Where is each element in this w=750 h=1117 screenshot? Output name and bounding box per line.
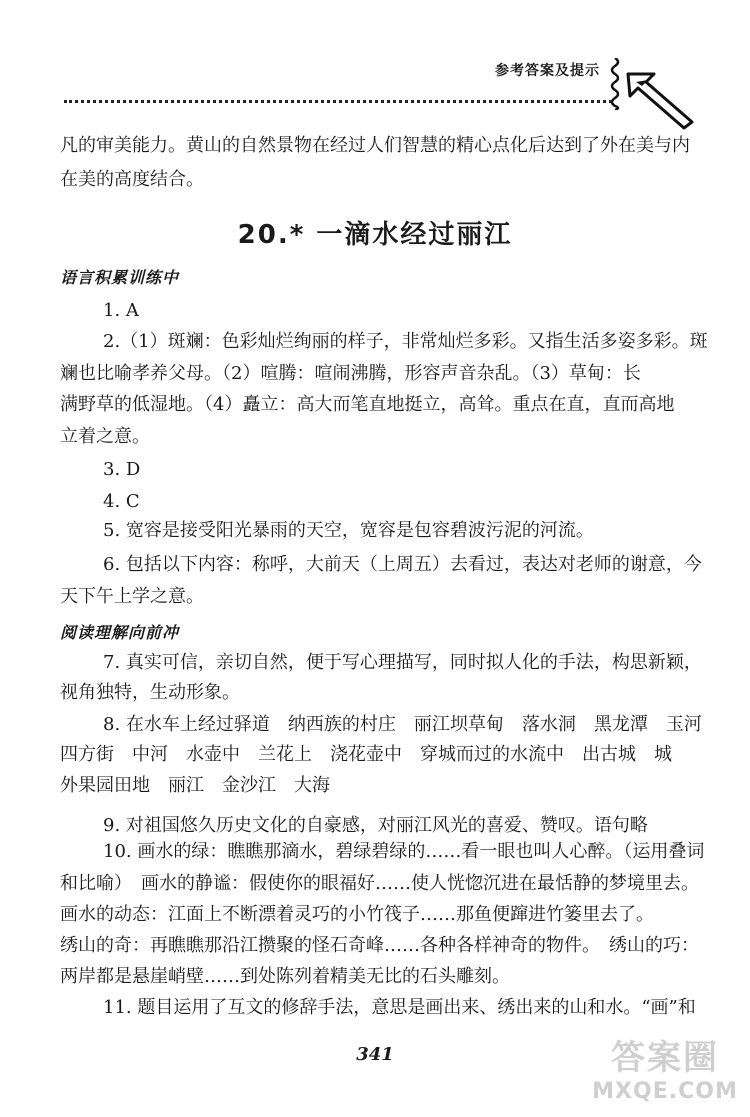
answer-line: 和比喻） 画水的静谧：假使你的眼福好……使人恍惚沉进在最恬静的梦境里去。	[60, 873, 699, 894]
watermark-url: MXQE.COM	[592, 1079, 738, 1104]
answer-line: 斓也比喻孝养父母。（2）喧腾：喧闹沸腾，形容声音杂乱。（3）草甸：长	[60, 363, 641, 384]
answer-line: 视角独特，生动形象。	[60, 682, 240, 703]
diagonal-arrow-icon	[624, 68, 696, 130]
section-heading: 语言积累训练中	[60, 268, 180, 287]
answer-line: 2.（1）斑斓：色彩灿烂绚丽的样子，非常灿烂多彩。又指生活多姿多彩。斑	[103, 331, 708, 352]
answer-line: 6. 包括以下内容：称呼，大前天（上周五）去看过，表达对老师的谢意，今	[103, 554, 702, 575]
answer-line: 满野草的低湿地。（4）矗立：高大而笔直地挺立，高耸。重点在直，直而高地	[60, 394, 675, 415]
answer-line: 3. D	[103, 459, 141, 480]
watermark	[590, 1030, 740, 1104]
answer-line: 四方街 中河 水壶中 兰花上 浇花壶中 穿城而过的水流中 出古城 城	[60, 744, 672, 765]
text-line: 凡的审美能力。黄山的自然景物在经过人们智慧的精心点化后达到了外在美与内	[60, 135, 690, 156]
answer-line: 5. 宽容是接受阳光暴雨的天空，宽容是包容碧波污泥的河流。	[103, 520, 594, 541]
header-label: 参考答案及提示	[495, 63, 600, 79]
answer-line: 立着之意。	[60, 426, 150, 447]
answer-line: 外果园田地 丽江 金沙江 大海	[60, 775, 330, 796]
answer-line: 11. 题目运用了互文的修辞手法，意思是画出来、绣出来的山和水。“画”和	[103, 997, 696, 1018]
answer-line: 7. 真实可信，亲切自然，便于写心理描写，同时拟人化的手法，构思新颖，	[103, 652, 702, 673]
answer-line: 8. 在水车上经过驿道 纳西族的村庄 丽江坝草甸 落水洞 黑龙潭 玉河	[103, 714, 702, 735]
answer-line: 10. 画水的绿：瞧瞧那滴水，碧绿碧绿的……看一眼也叫人心醉。（运用叠词	[103, 841, 705, 862]
answer-line: 绣山的奇：再瞧瞧那沿江攒聚的怪石奇峰……各种各样神奇的物件。 绣山的巧：	[60, 935, 699, 956]
section-heading: 阅读理解向前冲	[60, 623, 180, 642]
answer-line: 画水的动态：江面上不断漂着灵巧的小竹筏子……那鱼便蹿进竹篓里去了。	[60, 904, 654, 925]
answer-line: 4. C	[103, 491, 140, 512]
text-line: 在美的高度结合。	[60, 169, 204, 190]
answer-line: 9. 对祖国悠久历史文化的自豪感，对丽江风光的喜爱、赞叹。语句略	[103, 815, 648, 836]
page-number: 341	[356, 1044, 394, 1065]
watermark-title: 答案圈	[611, 1038, 719, 1078]
page-title: 20.* 一滴水经过丽江	[237, 220, 513, 250]
answer-line: 1. A	[103, 300, 139, 321]
header-dotted-rule	[64, 100, 612, 103]
answer-line: 天下午上学之意。	[60, 586, 204, 607]
answer-line: 两岸都是悬崖峭壁……到处陈列着精美无比的石头雕刻。	[60, 966, 510, 987]
